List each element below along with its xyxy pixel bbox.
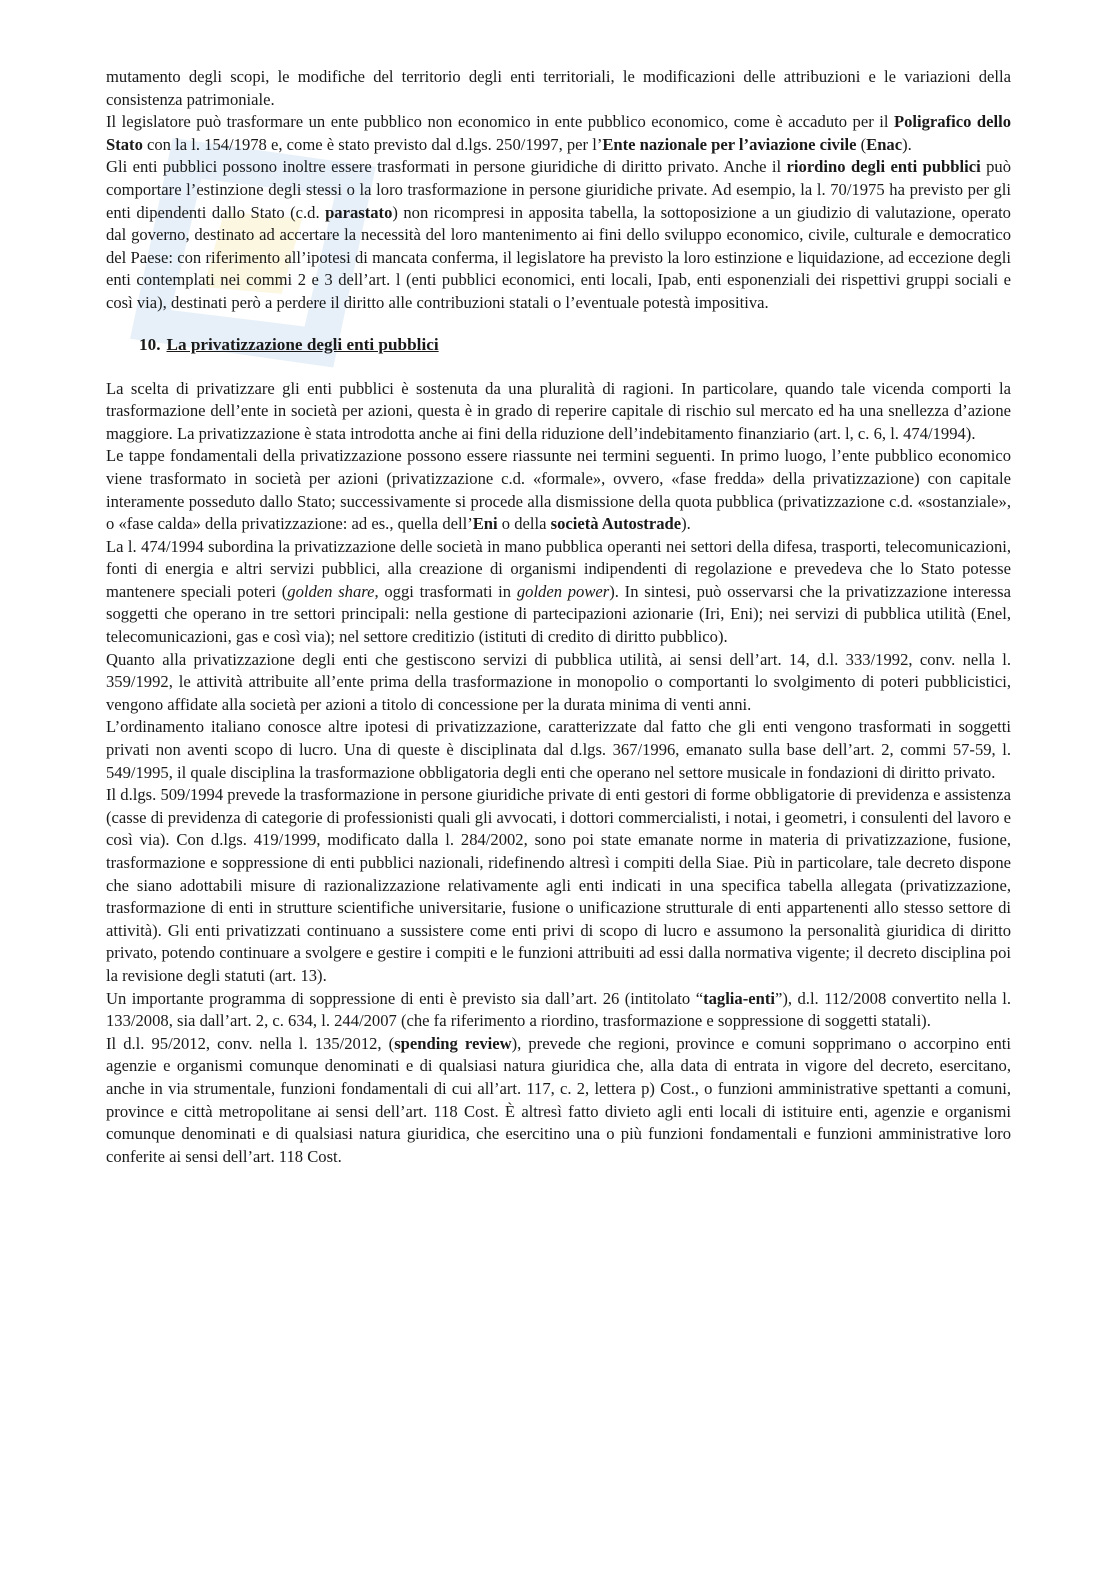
section-before bbox=[106, 66, 1011, 315]
text-run: La scelta di privatizzare gli enti pubblici è sostenuta da una pluralità di ragioni. In particolare, quando tale vicenda comporti la trasformazione dell’ente in società per azioni, questa è in grado di reperire capitale di rischio sul mercato ed ha una snellezza d’azione maggiore. La privatizzazione è stata introdotta anche ai fini della riduzione dell’indebitamento finanziario (art. l, c. 6, l. 474/1994). bbox=[106, 378, 1011, 443]
text-run: ). bbox=[902, 134, 912, 154]
paragraph bbox=[106, 649, 1011, 717]
section-10-body bbox=[106, 378, 1011, 1169]
text-run: ). bbox=[681, 514, 691, 534]
paragraph bbox=[106, 378, 1011, 446]
paragraph bbox=[106, 1033, 1011, 1169]
paragraph bbox=[106, 716, 1011, 784]
text-run: ”), d.l. 112/2008 convertito nella l. 133/2008, sia dall’art. 2, c. 634, l. 244/2007 (che fa riferimento a riordino, trasformazione e soppressione di soggetti statali). bbox=[106, 988, 1011, 1031]
bold-term: Eni bbox=[472, 514, 498, 534]
text-run: ( bbox=[856, 134, 867, 154]
text-run: Quanto alla privatizzazione degli enti che gestiscono servizi di pubblica utilità, ai sensi dell’art. 14, d.l. 333/1992, conv. nella l. 359/1992, le attività attribuite all’ente prima della trasformazione in monopolio o comportanti lo svolgimento di poteri pubblicistici, vengono affidate alla società per azioni a titolo di concessione per la durata minima di venti anni. bbox=[106, 649, 1011, 714]
text-run: può comportare l’estinzione degli stessi o la loro trasformazione in persone giuridiche private. Ad esempio, la l. 70/1975 ha previsto per gli enti dipendenti dallo Stato (c.d. bbox=[106, 157, 1011, 222]
bold-term: Enac bbox=[866, 134, 903, 154]
text-run: , oggi trasformati in bbox=[374, 581, 517, 601]
italic-term: golden share bbox=[287, 581, 375, 601]
text-run: Un importante programma di soppressione di enti è previsto sia dall’art. 26 (intitolato “ bbox=[106, 988, 704, 1008]
paragraph bbox=[106, 445, 1011, 535]
section-number: 10. bbox=[139, 334, 161, 354]
paragraph bbox=[106, 156, 1011, 314]
text-run: mutamento degli scopi, le modifiche del territorio degli enti territoriali, le modificazioni delle attribuzioni e le variazioni della consistenza patrimoniale. bbox=[106, 67, 1011, 109]
bold-term: spending review bbox=[394, 1033, 512, 1053]
text-run: Il d.lgs. 509/1994 prevede la trasformazione in persone giuridiche private di enti gestori di forme obbligatorie di previdenza e assistenza (casse di previdenza di categorie di professionisti quali gli avvocati, i dottori commercialisti, i notai, i geometri, i consulenti del lavoro e così via). Con d.lgs. 419/1999, modificato dalla l. 284/2002, sono poi state emanate norme in materia di privatizzazione, fusione, trasformazione e soppressione di enti pubblici nazionali, ridefinendo altresì i compiti della Siae. Più in particolare, tale decreto dispone che siano adottabili misure di razionalizzazione relativamente agli enti indicati in una specifica tabella allegata (privatizzazione, trasformazione di enti in strutture scientifiche universitarie, fusione o unificazione strutturale di enti appartenenti allo stesso settore di attività). Gli enti privatizzati continuano a sussistere come enti privi di scopo di lucro e assumono la personalità giuridica di diritto privato, potendo continuare a svolgere e gestire i compiti e le funzioni attribuiti ad essi dalla normativa vigente; il decreto disciplina poi la revisione degli statuti (art. 13). bbox=[106, 785, 1011, 985]
section-heading bbox=[139, 334, 1011, 356]
bold-term: riordino degli enti pubblici bbox=[786, 157, 981, 177]
text-run: ), prevede che regioni, province e comuni sopprimano o accorpino enti agenzie e organismi comunque denominati e di qualsiasi natura giuridica che, alla data di entrata in vigore del decreto, esercitano, anche in via strumentale, funzioni fondamentali di cui all’art. 117, c. 2, lettera p) Cost., o funzioni amministrative spettanti a comuni, province e città metropolitane ai sensi dell’art. 118 Cost. È altresì fatto divieto agli enti locali di istituire enti, agenzie e organismi comunque denominati e di qualsiasi natura giuridica, che esercitino una o più funzioni fondamentali e funzioni amministrative loro conferite ai sensi dell’art. 118 Cost. bbox=[106, 1033, 1011, 1166]
section-title: La privatizzazione degli enti pubblici bbox=[166, 334, 439, 354]
bold-term: Ente nazionale per l’aviazione civile bbox=[602, 134, 857, 154]
text-run: ) non ricompresi in apposita tabella, la sottoposizione a un giudizio di valutazione, operato dal governo, destinato ad accertare la necessità del loro mantenimento ai fini dello sviluppo economico, civile, culturale e democratico del Paese: con riferimento all’ipotesi di mancata conferma, il legislatore ha previsto la loro estinzione e liquidazione, ad eccezione degli enti contemplati nei commi 2 e 3 dell’art. l (enti pubblici economici, enti locali, Ipab, enti esponenziali dei rispettivi gruppi sociali e così via), destinati però a perdere il diritto alle contribuzioni statali o l’eventuale potestà impositiva. bbox=[106, 202, 1011, 312]
text-run: La l. 474/1994 subordina la privatizzazione delle società in mano pubblica operanti nei settori della difesa, trasporti, telecomunicazioni, fonti di energia e altri servizi pubblici, alla creazione di organismi indipendenti di regolazione e prevedeva che lo Stato potesse mantenere speciali poteri ( bbox=[106, 536, 1011, 601]
bold-term: parastato bbox=[325, 202, 393, 222]
text-run: Il legislatore può trasformare un ente pubblico non economico in ente pubblico economico, come è accaduto per il bbox=[106, 112, 894, 132]
document-page bbox=[106, 66, 1011, 1168]
bold-term: taglia-enti bbox=[703, 988, 775, 1008]
paragraph bbox=[106, 111, 1011, 156]
text-run: Il d.l. 95/2012, conv. nella l. 135/2012, ( bbox=[106, 1033, 395, 1053]
text-run: con la l. 154/1978 e, come è stato previsto dal d.lgs. 250/1997, per l’ bbox=[142, 134, 603, 154]
paragraph bbox=[106, 784, 1011, 987]
text-run: o della bbox=[497, 514, 551, 534]
bold-term: Poligrafico dello Stato bbox=[106, 112, 1011, 154]
text-run: Gli enti pubblici possono inoltre essere trasformati in persone giuridiche di diritto privato. Anche il bbox=[106, 157, 787, 177]
paragraph bbox=[106, 66, 1011, 111]
paragraph bbox=[106, 988, 1011, 1033]
text-run: L’ordinamento italiano conosce altre ipotesi di privatizzazione, caratterizzate dal fatto che gli enti vengono trasformati in soggetti privati non aventi scopo di lucro. Una di queste è disciplinata dal d.lgs. 367/1996, emanato sulla base dell’art. 2, commi 57-59, l. 549/1995, il quale disciplina la trasformazione obbligatoria degli enti che operano nel settore musicale in fondazioni di diritto privato. bbox=[106, 717, 1011, 782]
bold-term: società Autostrade bbox=[550, 514, 682, 534]
italic-term: golden power bbox=[516, 581, 610, 601]
text-run: Le tappe fondamentali della privatizzazione possono essere riassunte nei termini seguenti. In primo luogo, l’ente pubblico economico viene trasformato in società per azioni (privatizzazione c.d. «formale», ovvero, «fase fredda» della privatizzazione) con capitale interamente posseduto dallo Stato; successivamente si procede alla dismissione della quota pubblica (privatizzazione c.d. «sostanziale», o «fase calda» della privatizzazione: ad es., quella dell’ bbox=[106, 446, 1011, 534]
paragraph bbox=[106, 536, 1011, 649]
text-run: ). In sintesi, può osservarsi che la privatizzazione interessa soggetti che operano in tre settori principali: nella gestione di partecipazioni azionarie (Iri, Eni); nei servizi di pubblica utilità (Enel, telecomunicazioni, gas e così via); nel settore creditizio (istituti di credito di diritto pubblico). bbox=[106, 581, 1011, 647]
